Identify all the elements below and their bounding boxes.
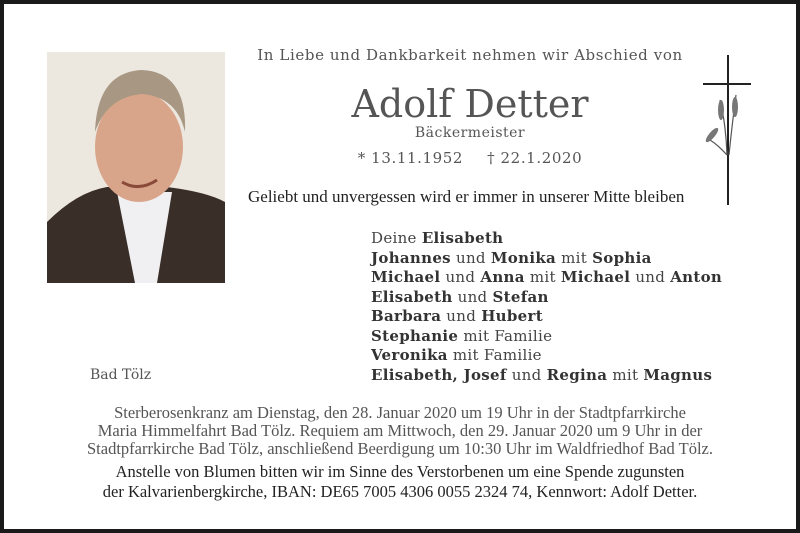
- service-line: Stadtpfarrkirche Bad Tölz, anschließend Beerdigung um 10:30 Uhr im Waldfriedhof Bad Tölz.: [87, 439, 713, 458]
- connector-text: mit: [524, 268, 561, 286]
- place: Bad Tölz: [90, 367, 152, 383]
- family-name: Anton: [670, 268, 723, 286]
- family-name: Veronika: [371, 346, 448, 364]
- family-name: Elisabeth, Josef: [371, 365, 507, 384]
- service-info: [40, 404, 760, 458]
- connector-text: mit: [556, 248, 593, 267]
- family-list: [371, 229, 722, 385]
- death-date: † 22.1.2020: [487, 149, 583, 167]
- family-name: Barbara: [371, 307, 442, 325]
- cross-with-wheat-icon: [700, 55, 752, 207]
- donation-line: Anstelle von Blumen bitten wir im Sinne des Verstorbenen um eine Spende zugunsten: [115, 462, 685, 481]
- family-member-line: [371, 346, 722, 366]
- family-name: Magnus: [643, 365, 713, 384]
- connector-text: und: [440, 268, 481, 286]
- connector-text: Deine: [371, 229, 422, 247]
- family-member-line: [371, 307, 722, 327]
- service-line: Maria Himmelfahrt Bad Tölz. Requiem am Mittwoch, den 29. Januar 2020 um 9 Uhr in der: [97, 421, 703, 440]
- family-member-line: [371, 268, 722, 288]
- donation-info: [40, 462, 760, 502]
- portrait-photo: [47, 52, 225, 283]
- family-name: Stephanie: [371, 326, 459, 345]
- family-name: Monika: [490, 248, 557, 267]
- family-name: Michael: [371, 268, 441, 286]
- birth-date: * 13.11.1952: [357, 149, 464, 167]
- family-member-line: [371, 366, 722, 386]
- family-member-line: [371, 229, 722, 249]
- connector-text: und: [450, 248, 491, 267]
- donation-line: der Kalvarienbergkirche, IBAN: DE65 7005 4306 0055 2324 74, Kennwort: Adolf Detter.: [102, 482, 698, 501]
- connector-text: mit: [607, 365, 644, 384]
- life-dates: [240, 149, 700, 167]
- family-name: Michael: [560, 268, 631, 286]
- family-name: Johannes: [371, 248, 451, 267]
- deceased-name: Adolf Detter: [351, 82, 589, 126]
- service-line: Sterberosenkranz am Dienstag, den 28. Januar 2020 um 19 Uhr in der Stadtpfarrkirche: [114, 403, 686, 422]
- connector-text: und: [452, 287, 493, 306]
- family-name: Hubert: [481, 307, 543, 325]
- connector-text: und: [506, 365, 547, 384]
- family-name: Stefan: [492, 287, 549, 306]
- motto: Geliebt und unvergessen wird er immer in unserer Mitte bleiben: [248, 187, 685, 206]
- family-member-line: [371, 288, 722, 308]
- profession: Bäckermeister: [414, 125, 526, 141]
- family-name: Elisabeth: [421, 229, 504, 247]
- connector-text: mit Familie: [447, 346, 542, 364]
- family-name: Anna: [480, 268, 525, 286]
- connector-text: mit Familie: [458, 326, 553, 345]
- family-name: Regina: [546, 365, 608, 384]
- family-member-line: [371, 249, 722, 269]
- family-name: Sophia: [592, 248, 652, 267]
- connector-text: und: [630, 268, 671, 286]
- family-member-line: [371, 327, 722, 347]
- connector-text: und: [441, 307, 482, 325]
- family-name: Elisabeth: [371, 287, 453, 306]
- intro-text: In Liebe und Dankbarkeit nehmen wir Abschied von: [257, 46, 683, 64]
